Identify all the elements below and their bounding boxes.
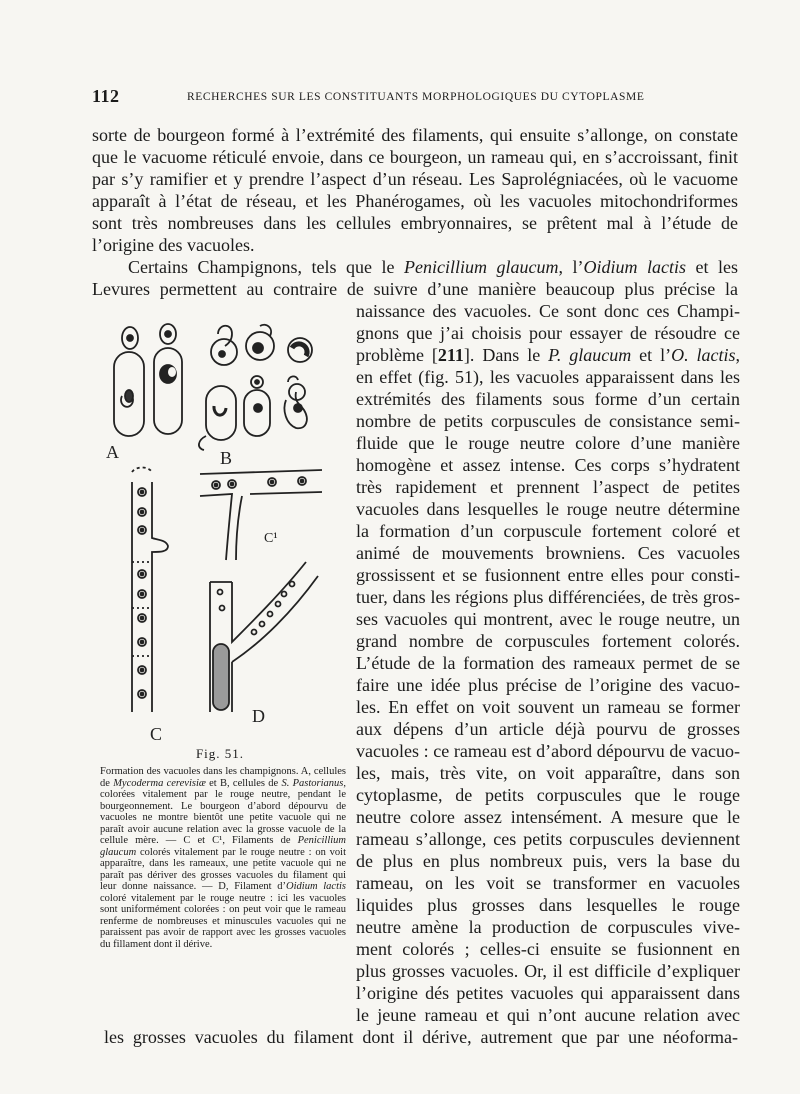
text-line: Certains Champignons, tels que le Penicillium glaucum, l’Oidium lactis et les (128, 257, 739, 277)
text-line: grand nombre de corpuscules fortement colorés. (356, 631, 740, 651)
text-line: les. En effet on voit souvent un rameau se former (356, 697, 740, 717)
figure-51-illustration (92, 312, 350, 742)
panel-c1-filament (200, 470, 322, 560)
panel-label-c: C (150, 724, 163, 742)
text-line: fluide que le rouge neutre colore d’une manière (356, 433, 740, 453)
text-line: liquides plus grosses dans lesquelles le rouge (356, 895, 740, 915)
text-line: apparaît à l’état de réseau, et les Phanérogames, où les vacuoles mitochondriformes (92, 191, 738, 211)
text-line: cytoplasme, de petits corpuscules que le rouge (356, 785, 740, 805)
text-line: sorte de bourgeon formé à l’extrémité des filaments, qui ensuite s’allonge, on constate (92, 125, 738, 145)
text-line: vacuoles dans lesquelles le rouge neutre détermine (356, 499, 740, 519)
panel-label-c1: C¹ (264, 531, 278, 546)
running-title: RECHERCHES SUR LES CONSTITUANTS MORPHOLOGIQUES DU CYTOPLASME (187, 91, 645, 103)
text-line: Levures permettent au contraire de suivre d’une manière beaucoup plus précise la (92, 279, 738, 299)
text-line: de plus en plus nombreux puis, vers la base du (356, 851, 740, 871)
panel-label-a: A (106, 442, 119, 462)
text-line: neutre colore assez intensément. A mesure que le (356, 807, 740, 827)
text-line: l’origine dés petites vacuoles qui apparaissent dans (356, 983, 740, 1003)
text-line: par s’y ramifier et y prendre l’aspect d’un réseau. Les Saprolégniacées, où le vacuome (92, 169, 738, 189)
text-line: neutre amène la production de corpuscules vive- (356, 917, 740, 937)
page-header (92, 86, 742, 110)
text-line: aux dépens d’un article déjà pourvu de grosses (356, 719, 740, 739)
panel-d-filament (210, 562, 318, 712)
text-line: ment colorés ; celles-ci ensuite se fusionnent en (356, 939, 740, 959)
text-line: très rapidement et prennent l’aspect de petites (356, 477, 740, 497)
text-line: rameau s’allonge, ces petits corpuscules deviennent (356, 829, 740, 849)
text-line: problème [211]. Dans le P. glaucum et l’O. lactis, (356, 345, 740, 365)
text-line: ses vacuoles qui montrent, avec le rouge neutre, un (356, 609, 740, 629)
text-line: rameau, on les voit se transformer en vacuoles (356, 873, 740, 893)
text-line: l’origine des vacuoles. (92, 235, 255, 255)
figure-label: Fig. 51. (195, 746, 245, 761)
text-line: animé de mouvements browniens. Ces vacuoles (356, 543, 740, 563)
panel-label-b: B (220, 448, 233, 468)
page-number: 112 (92, 86, 120, 106)
text-line: naissance des vacuoles. Ce sont donc ces Champi- (356, 301, 740, 321)
text-line: sont très nombreuses dans les cellules embryonnaires, se prêtent mal à l’étude de (92, 213, 738, 233)
text-line: le jeune rameau et qui n’ont aucune relation avec (356, 1005, 740, 1025)
text-line: faire une idée plus précise de l’origine des vacuo- (356, 675, 740, 695)
text-line: tuer, dans les régions plus différenciées, de très gros- (356, 587, 740, 607)
text-line: gnons que j’ai choisis pour essayer de résoudre ce (356, 323, 740, 343)
text-line: les grosses vacuoles du filament dont il dérive, autrement que par une néoforma- (104, 1027, 738, 1047)
text-line: plus grosses vacuoles. Or, il est difficile d’expliquer (356, 961, 740, 981)
panel-label-d: D (252, 706, 265, 726)
text-line: L’étude de la formation des rameaux permet de se (356, 653, 740, 673)
text-line: les, mais, très vite, on voit apparaître, dans son (356, 763, 740, 783)
text-line: en effet (fig. 51), les vacuoles apparaissent dans les (356, 367, 740, 387)
panel-b-cells (199, 325, 312, 450)
text-line: que le vacuome réticulé envoie, dans ce bourgeon, un rameau qui, en s’accroissant, finit (92, 147, 738, 167)
panel-a-cells (114, 324, 182, 436)
panel-c-filament (132, 468, 168, 713)
figure-caption: Formation des vacuoles dans les champignons. A, cellules de Mycoderma cerevisiæ et B, cellules de S. Pastorianus, colorées vitalement par le rouge neutre, pendant le bourgeonnement. Le bourgeon d’abord dépourvu de vacuoles ne montre bientôt une petite vacuole qui ne paraît avoir aucune relation avec la grosse vacuole de la cellule mère. — C et C¹, Filaments de Penicillium glaucum colorés vitalement par le rouge neutre : on voit apparaître, dans les rameaux, une petite vacuole qui ne paraît pas dériver des grosses vacuoles du filament qui leur donne naissance. — D, Filament d’Oidium lactis coloré vitalement par le rouge neutre : ici les vacuoles sont uniformément colorées : on peut voir que le rameau renferme de nombreuses et minuscules vacuoles qui ne paraissent pas avoir de rapport avec les grosses vacuoles du fillament dont il dérive. (100, 766, 347, 950)
text-line: grossissent et se fusionnent entre elles pour consti- (356, 565, 740, 585)
text-line: la formation d’un corpuscule fortement coloré et (356, 521, 740, 541)
text-line: nombre de petits corpuscules de consistance semi- (356, 411, 740, 431)
text-line: extrémités des filaments sous forme d’un certain (356, 389, 740, 409)
text-line: vacuoles : ce rameau est d’abord dépourvu de vacuo- (356, 741, 740, 761)
text-line: homogène et assez intense. Ces corps s’hydratent (356, 455, 740, 475)
